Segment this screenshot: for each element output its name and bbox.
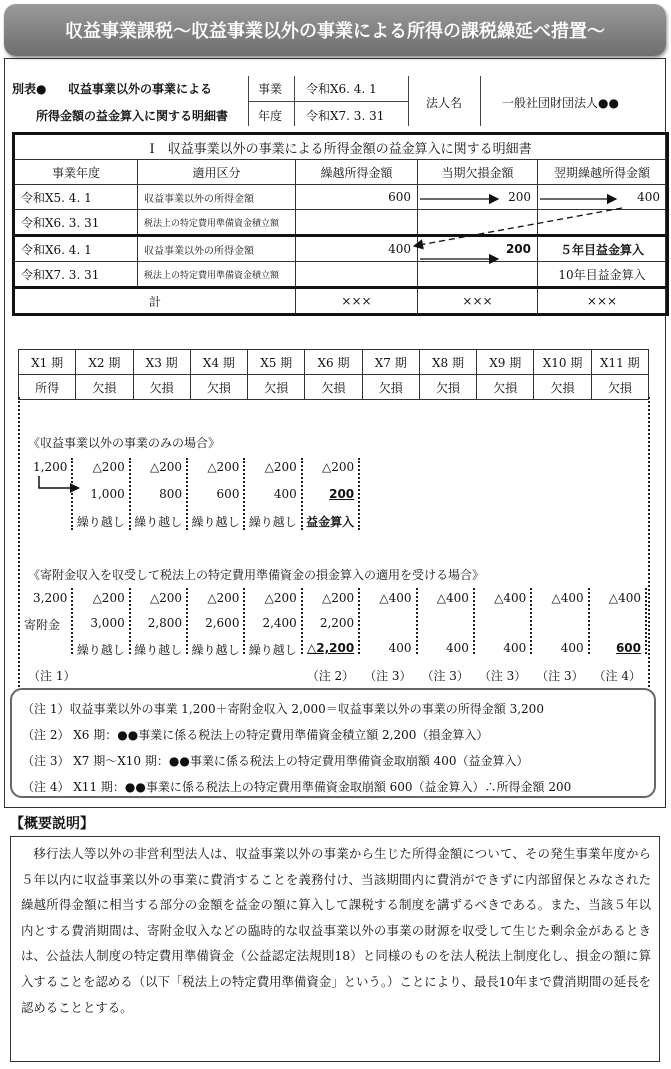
case2-balance: 2,800 [147, 616, 183, 630]
period-table [18, 349, 649, 400]
year-from: 令和X6. 4. 1 [306, 82, 377, 96]
form-line1: 収益事業以外の事業による [68, 82, 213, 96]
case2-title: 《寄附金収入を収受して税法上の特定費用準備資金の損金算入の適用を受ける場合》 [28, 568, 485, 582]
case2-value: △200 [92, 591, 125, 605]
flow-arrows [0, 0, 671, 340]
section-title: I 収益事業以外の事業による所得金額の益金算入に関する明細書 [14, 134, 668, 160]
status-cell: 欠損 [133, 375, 190, 400]
case2-value: △400 [494, 591, 527, 605]
case2-balance: 2,200 [319, 616, 355, 630]
case2-balance: 2,400 [262, 616, 297, 630]
column-header: 当期欠損金額 [418, 160, 538, 185]
carry-cell: 400 [296, 236, 418, 262]
period-cell: X6 期 [305, 350, 362, 375]
period-cell: X4 期 [190, 350, 247, 375]
category-cell: 税法上の特定費用準備資金積立額 [138, 262, 296, 288]
case2-note-ref: （注 3） [421, 669, 469, 683]
category-cell: 収益事業以外の所得金額 [138, 185, 296, 210]
notes-box [10, 688, 656, 798]
status-cell: 所得 [19, 375, 76, 400]
period-cell: X10 期 [534, 350, 591, 375]
case2-balance: 3,000 [90, 616, 125, 630]
status-cell: 欠損 [76, 375, 133, 400]
case1-balance: 200 [329, 487, 355, 501]
case2-action: 400 [560, 641, 584, 655]
case1-action: 繰り越し [248, 515, 297, 529]
column-header: 事業年度 [14, 160, 138, 185]
period-row [19, 350, 649, 375]
case2-action: 400 [503, 641, 527, 655]
loss-cell: 200 [418, 236, 538, 262]
case2-action: 繰り越し [248, 643, 297, 657]
column-header: 適用区分 [138, 160, 296, 185]
total-label: 計 [14, 288, 296, 315]
case2-balance: 2,600 [205, 616, 240, 630]
case1-balance: 400 [273, 487, 297, 501]
total-cell: ××× [538, 288, 668, 315]
total-cell: ××× [418, 288, 538, 315]
period-cell: X3 期 [133, 350, 190, 375]
dotted-separator [358, 458, 360, 530]
case2-action: 繰り越し [134, 643, 183, 657]
loss-cell: 200 [418, 185, 538, 210]
case1-action: 繰り越し [76, 515, 125, 529]
note-2: （注 2） X6 期：●●事業に係る税法上の特定費用準備資金積立額 2,200（損金算入） [22, 728, 489, 742]
total-cell: ××× [296, 288, 418, 315]
period-cell: X1 期 [19, 350, 76, 375]
column-header: 繰越所得金額 [296, 160, 418, 185]
period-cell: X8 期 [419, 350, 476, 375]
next-cell: 10年目益金算入 [538, 262, 668, 288]
form-line2: 所得金額の益金算入に関する明細書 [36, 109, 229, 123]
case2-action: 繰り越し [76, 643, 125, 657]
case1-value: △200 [149, 460, 183, 474]
case2-action: 400 [446, 641, 469, 655]
page-title: 収益事業課税〜収益事業以外の事業による所得の課税繰延べ措置〜 [4, 4, 666, 56]
year-label-2: 年度 [258, 109, 283, 123]
note-3: （注 3） X7 期〜X10 期：●●事業に係る税法上の特定費用準備資金取崩額 400（益金算入） [22, 754, 529, 768]
overview-title: 【概要説明】 [10, 816, 94, 832]
period-cell: X7 期 [362, 350, 419, 375]
year-cell: 令和X6. 4. 1 [14, 236, 138, 262]
case2-value: △400 [608, 591, 641, 605]
case2-action: △2,200 [306, 641, 355, 655]
case1-balance: 600 [216, 487, 240, 501]
case2-value: △200 [264, 591, 297, 605]
next-cell: 400 [538, 185, 668, 210]
case1-value: △200 [322, 460, 355, 474]
case2-value: △200 [322, 591, 355, 605]
status-cell: 欠損 [419, 375, 476, 400]
note-1: （注 1）収益事業以外の事業 1,200＋寄附金収入 2,000＝収益事業以外の事業の所得金額 3,200 [22, 702, 544, 716]
dashed-arrow [414, 208, 622, 246]
status-cell: 欠損 [305, 375, 362, 400]
case2-value: △400 [379, 591, 412, 605]
case1-value: 1,200 [33, 460, 68, 474]
next-cell: ５年目益金算入 [538, 236, 668, 262]
case2-value: △400 [551, 591, 584, 605]
case2-note-ref: （注 1） [28, 669, 76, 683]
case1-value: △200 [264, 460, 297, 474]
case1-balance: 1,000 [90, 487, 125, 501]
case1-value: △200 [92, 460, 125, 474]
status-cell: 欠損 [534, 375, 591, 400]
status-cell: 欠損 [477, 375, 534, 400]
case2-value: △200 [207, 591, 240, 605]
year-label-1: 事業 [258, 82, 283, 96]
status-cell: 欠損 [248, 375, 305, 400]
corp-name: 一般社団財団法人●● [502, 96, 619, 110]
carry-cell: 600 [296, 185, 418, 210]
case1-arrow [36, 474, 86, 496]
case2-value: △200 [149, 591, 183, 605]
period-cell: X2 期 [76, 350, 133, 375]
case2-note-ref: （注 2） [306, 669, 355, 683]
overview-text: 移行法人等以外の非営利型法人は、収益事業以外の事業から生じた所得金額について、その発生事業年度から５年以内に収益事業以外の事業に費消することを義務付け、当該期間内に費消ができずに内部留保とみなされた繰越所得金額に相当する部分の金額を益金の額に算入して課税する制度を講ずるべきである。また、当該５年以内とする費消期間は、寄附金収入などの臨時的な収益事業以外の事業の財源を収受して生じた剰余金があるときは、公益法人制度の特定費用準備資金（公益認定法規則18）と同様のものを法人税法上制度化し、損金の額に算入することを認める（以下「税法上の特定費用準備資金」という。）ことにより、最長10年まで費消期間の延長を認めることとする。 [10, 836, 660, 1062]
period-cell: X9 期 [477, 350, 534, 375]
year-cell: 令和X7. 3. 31 [14, 262, 138, 288]
case2-note-ref: （注 3） [364, 669, 412, 683]
case2-action: 600 [615, 641, 641, 655]
status-cell: 欠損 [362, 375, 419, 400]
year-to: 令和X7. 3. 31 [306, 109, 385, 123]
form-id: 別表● [12, 82, 47, 96]
case1-value: △200 [207, 460, 240, 474]
case1-action: 繰り越し [191, 515, 240, 529]
case2-value: 3,200 [33, 591, 68, 605]
period-cell: X11 期 [591, 350, 648, 375]
case2-value: △400 [436, 591, 469, 605]
dotted-border [18, 397, 20, 687]
case1-action: 繰り越し [134, 515, 183, 529]
year-cell: 令和X6. 3. 31 [14, 210, 138, 236]
category-cell: 収益事業以外の所得金額 [138, 236, 296, 262]
period-cell: X5 期 [248, 350, 305, 375]
dotted-separator [645, 588, 647, 654]
case2-action: 400 [388, 641, 412, 655]
case2-note-ref: （注 3） [536, 669, 584, 683]
case2-note-ref: （注 4） [593, 669, 641, 683]
case2-note-ref: （注 3） [478, 669, 527, 683]
status-cell: 欠損 [591, 375, 648, 400]
case1-action: 益金算入 [306, 515, 355, 529]
corp-label: 法人名 [426, 96, 463, 110]
status-row [19, 375, 649, 400]
case2-row2-label: 寄附金 [24, 618, 61, 632]
note-4: （注 4） X11 期：●●事業に係る税法上の特定費用準備資金取崩額 600（益金算入）∴所得金額 200 [22, 780, 572, 794]
column-header: 翌期繰越所得金額 [538, 160, 668, 185]
case1-title: 《収益事業以外の事業のみの場合》 [28, 436, 221, 450]
case2-action: 繰り越し [191, 643, 240, 657]
status-cell: 欠損 [190, 375, 247, 400]
year-cell: 令和X5. 4. 1 [14, 185, 138, 210]
dotted-border [648, 397, 650, 687]
category-cell: 税法上の特定費用準備資金積立額 [138, 210, 296, 236]
case1-balance: 800 [159, 487, 183, 501]
